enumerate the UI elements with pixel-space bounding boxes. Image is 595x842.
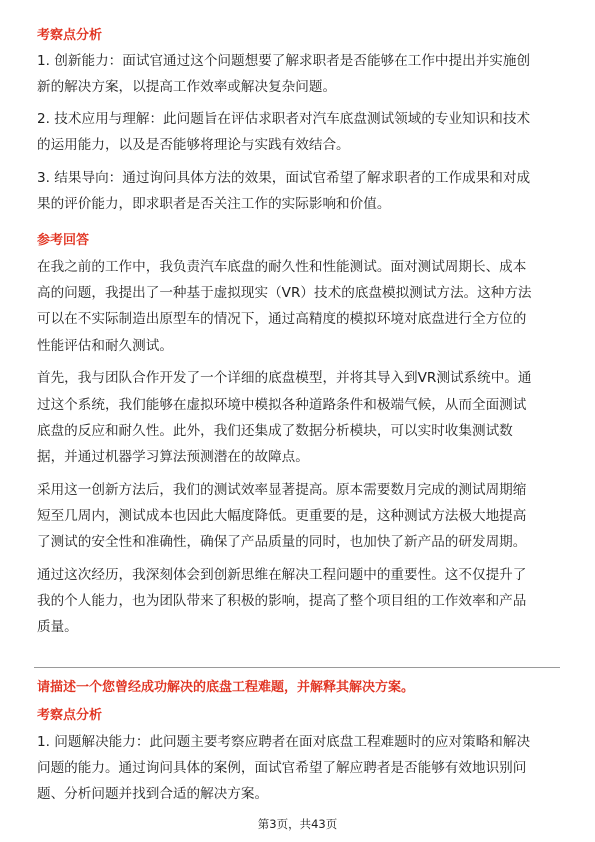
text-line: 底盘的反应和耐久性。此外，我们还集成了数据分析模块，可以实时收集测试数	[37, 423, 513, 439]
section-heading: 考察点分析	[37, 28, 103, 43]
text-line: 了测试的安全性和准确性，确保了产品质量的同时，也加快了新产品的研发周期。	[37, 534, 527, 550]
text-line: 性能评估和耐久测试。	[37, 338, 173, 354]
section-heading: 考察点分析	[37, 708, 103, 723]
text-line: 问题的能力。通过询问具体的案例，面试官希望了解应聘者是否能够有效地识别问	[37, 760, 527, 776]
text-line: 3. 结果导向：通过询问具体方法的效果，面试官希望了解求职者的工作成果和对成	[37, 170, 531, 186]
text-line: 1. 问题解决能力：此问题主要考察应聘者在面对底盘工程难题时的应对策略和解决	[37, 734, 531, 750]
text-line: 果的评价能力，即求职者是否关注工作的实际影响和价值。	[37, 196, 391, 212]
text-line: 新的解决方案，以提高工作效率或解决复杂问题。	[37, 79, 337, 95]
question-title: 请描述一个您曾经成功解决的底盘工程难题，并解释其解决方案。	[37, 680, 415, 695]
text-line: 采用这一创新方法后，我们的测试效率显著提高。原本需要数月完成的测试周期缩	[37, 482, 527, 498]
text-line: 可以在不实际制造出原型车的情况下，通过高精度的模拟环境对底盘进行全方位的	[37, 311, 527, 327]
text-line: 短至几周内，测试成本也因此大幅度降低。更重要的是，这种测试方法极大地提高	[37, 508, 527, 524]
text-line: 据，并通过机器学习算法预测潜在的故障点。	[37, 449, 309, 465]
divider	[34, 667, 560, 668]
section-heading: 参考回答	[37, 233, 90, 248]
text-line: 1. 创新能力：面试官通过这个问题想要了解求职者是否能够在工作中提出并实施创	[37, 53, 531, 69]
text-line: 通过这次经历，我深刻体会到创新思维在解决工程问题中的重要性。这不仅提升了	[37, 567, 527, 583]
text-line: 高的问题，我提出了一种基于虚拟现实（VR）技术的底盘模拟测试方法。这种方法	[37, 285, 532, 301]
text-line: 2. 技术应用与理解：此问题旨在评估求职者对汽车底盘测试领域的专业知识和技术	[37, 111, 531, 127]
text-line: 我的个人能力，也为团队带来了积极的影响，提高了整个项目组的工作效率和产品	[37, 593, 527, 609]
text-line: 的运用能力，以及是否能够将理论与实践有效结合。	[37, 137, 350, 153]
text-line: 过这个系统，我们能够在虚拟环境中模拟各种道路条件和极端气候，从而全面测试	[37, 397, 527, 413]
text-line: 首先，我与团队合作开发了一个详细的底盘模型，并将其导入到VR测试系统中。通	[37, 370, 532, 386]
text-line: 质量。	[37, 619, 78, 635]
page-number: 第3页，共43页	[257, 817, 338, 831]
text-line: 题、分析问题并找到合适的解决方案。	[37, 786, 269, 802]
text-line: 在我之前的工作中，我负责汽车底盘的耐久性和性能测试。面对测试周期长、成本	[37, 259, 527, 275]
